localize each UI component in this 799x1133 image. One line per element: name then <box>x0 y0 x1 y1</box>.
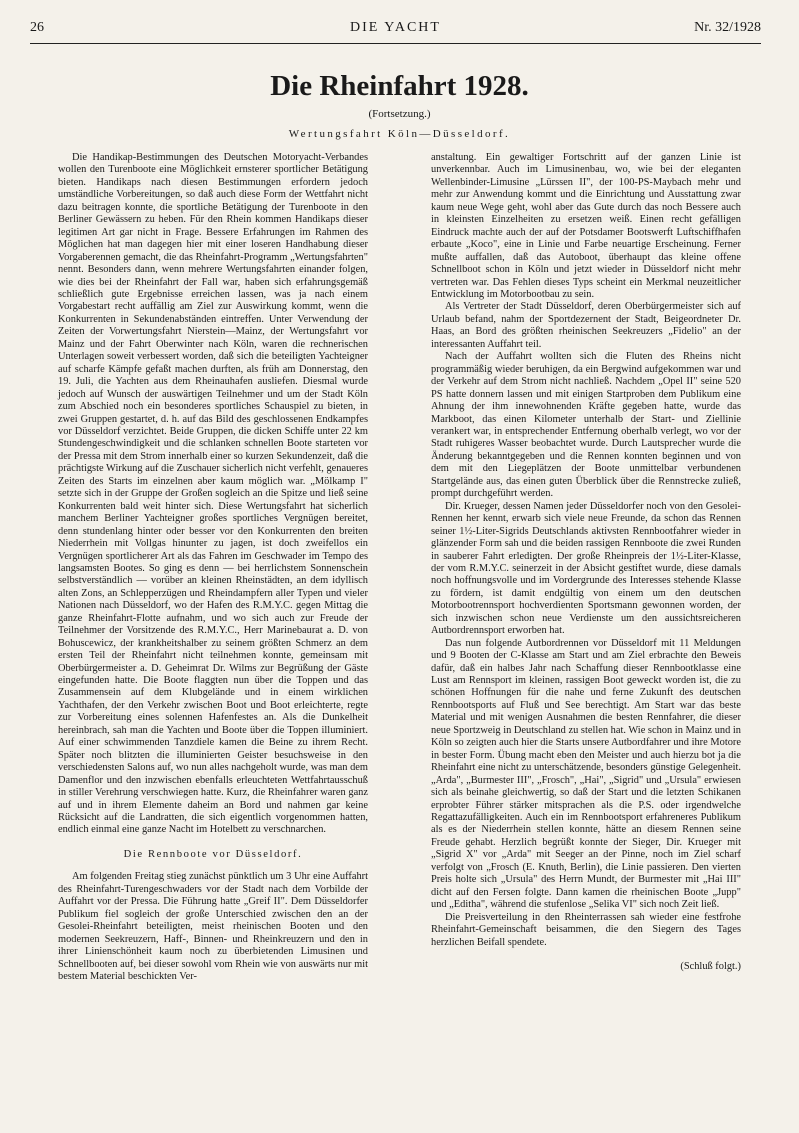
paragraph: Die Handikap-Bestimmungen des Deutschen Motoryacht-Verbandes wollen den Turenboote eine Möglichkeit ernsterer sportlicher Betätigung bieten. Handikaps nach diesen Bestimmungen erfordern jedoch umständliche Vorbereitungen, so daß auch diese Form der Wettfahrt nicht dazu beitragen konnte, die sportliche Betätigung der Turenboote in den Berliner Gewässern zu heben. Für den Rhein kommen Handikaps dieser legitimen Art gar nicht in Frage. Bessere Erfahrungen im Rahmen des Möglichen hat man dagegen hier mit einer loseren Handhabung dieser Vorgaberennen gemacht, die das Rheinfahrt-Programm „Wertungsfahrten" nennt. Besonders dann, wenn mehrere Wertungsfahrten einander folgen, wie dies bei der Rheinfahrt der Fall war, haben sich erfahrungsgemäß schließlich gute Ergebnisse erreichen lassen, was ja nach einem Vorgabestart recht auffällig am Ziel zur Auswirkung kommt, wenn die Konkurrenten in Sekundenabständen eintreffen. Unter Verwendung der Zeiten der Vorwertungsfahrt Nierstein—Mainz, der Wertungsfahrt vor Mainz und der Fahrt Oberwinter nach Köln, waren die rechnerischen Unterlagen soweit verbessert worden, daß sich die beteiligten Yachteigner auf scharfe Kämpfe gefaßt machen durften, als früh am Donnerstag, den 19. Juli, die Yachten aus dem Rheinauhafen ausliefen. Diesmal wurde jedoch auf Wunsch der auswärtigen Teilnehmer und um der Stadt Köln zum Abschied noch ein besonderes sportliches Schauspiel zu bieten, in zwei Gruppen gestartet, d. h. auf das Bild des geschlossenen Endkampfes vor Düsseldorf verzichtet. Beide Gruppen, die dicken Schiffe unter 22 km Stundengeschwindigkeit und die schlanken schnellen Boote starteten vor der Pressa mit dem Strom innerhalb einer so kurzen Sekundenzeit, daß die prächtigste Wirkung auf die Zuschauer sicherlich nicht verfehlt, genaueres Zeiten des Starts im einzelnen aber kaum möglich war. „Mölkamp I" setzte sich in der Gruppe der Großen sogleich an die Spitze und ließ seine Konkurrenten bald weit hinter sich. Diese Wertungsfahrt hat sicherlich manchem Berliner Yachteigner großes sportliches Vergnügen bereitet, denn stundenlang hinter oder besser vor den Konkurrenten den breiten Niederrhein mit Vollgas hinunter zu jagen, ist doch zweifellos ein Vergnügen sportlicherer Art als das Fahren im Geschwader im Tempo des langsamsten Bootes. So ging es denn — bei herrlichstem Sonnenschein selbstverständlich — vorüber an kleinen Rheinstädten, an dem idyllisch alten Zons, an Schlepperzügen und Rheindampfern aller Typen und vieler Nationen nach Düsseldorf, wo der Hafen des R.M.Y.C. gegen Mittag die ganze Rheinfahrt-Flotte aufnahm, und wo sich auch zur Freude der Teilnehmer der Vorsitzende des R.M.Y.C., Herr Marinebaurat a. D. von Bohuscewicz, der krankheitshalber zu seinem größten Schmerz an dem ersten Teil der Rheinfahrt nicht teilnehmen konnte, gemeinsam mit Oberbürgermeister a. D. Geheimrat Dr. Wilms zur Begrüßung der Gäste eingefunden hatte. Die Boote flaggten nun über die Toppen und das Zusammensein auf dem Klubgelände und in einem wirklichen Yachthafen, der den Verkehr zwischen Boot und Boot erleichterte, regte zur Vorbereitung eines solennen Hafenfestes an. Als die Dunkelheit hereinbrach, sah man die Yachten und Boote über die Toppen illuminiert. Auf einer schwimmenden Tanzdiele kamen die Beine zu ihrem Recht. Später noch blitzten die illuminierten Geister besuchsweise in den verschiedensten Salons auf, wo nun alles nachgeholt wurde, was man dem Damenflor und den inzwischen ebenfalls erleuchteten Wettfahrtausschuß in stiller Verehrung verschwiegen hatte. Kurz, die Rheinfahrer waren ganz auf und in ihrem Elemente daheim an Bord und nahmen gar keine Rücksicht auf die Landratten, die sich eigentlich vorgenommen hatten, endlich einmal eine ganze Nacht im Hotelbett zu verschnarchen. <box>58 152 368 836</box>
signoff: (Schluß folgt.) <box>680 961 741 972</box>
paragraph: Am folgenden Freitag stieg zunächst pünktlich um 3 Uhr eine Auffahrt des Rheinfahrt-Turengeschwaders vor der Stadt nach dem Vorbilde der Auffahrt vor der Pressa. Die Führung hatte „Greif II". Dem Düsseldorfer Publikum fiel sogleich der große Unterschied zwischen den an der Gesolei-Rheinfahrt beteiligten, meist rheinischen Booten und den modernen Seekreuzern, Haff-, Binnen- und Rheinkreuzern und den in ihrer Linienschönheit kaum noch zu überbietenden Limusinen und Schnellbooten auf, bei dieser sowohl vom Rhein wie von auswärts nur mit bestem Material beschickten Ver- <box>58 871 368 982</box>
header-rule <box>30 43 761 44</box>
journal-name: DIE YACHT <box>350 20 441 35</box>
article-subtitle: (Fortsetzung.) <box>368 108 431 120</box>
article-title: Die Rheinfahrt 1928. <box>270 70 529 102</box>
paragraph: Das nun folgende Autbordrennen vor Düsseldorf mit 11 Meldungen und 9 Booten der C-Klasse am Start und am Ziel erbrachte den Beweis dafür, daß ein halbes Jahr nach Schaffung dieser Rennbootklasse eine Lust am Rennsport im kleinen, rassigen Boot geweckt worden ist, die zu schönen Hoffnungen für die nahe und ferne Zukunft des deutschen Rennbootsports auf Fluß und See berechtigt. Am Start war das beste Material und mit wenigen Ausnahmen die besten Rennfahrer, die dieser neue Sportzweig in Deutschland zu stellen hat. Wie schon in Mainz und in Köln so zeigten auch hier die Starts unsere Autbordfahrer und ihre Motore in bester Form. Übung macht eben den Meister und auch hierzu bot ja die Rheinfahrt eine nicht zu unterschätzende, besonders günstige Gelegenheit. „Arda", „Burmester III", „Frosch", „Hai", „Sigrid" und „Ursula" erwiesen sich als beinahe gleichwertig, so daß der Start und die letzten Schikanen erprobter Führer stärker mitsprachen als die P.S. oder irgendwelche Regattazufälligkeiten. Auch ein im Rennbootsport erfahreneres Publikum als es der Niederrhein stellen konnte, hätte an diesem Rennen seine Freude gehabt. Herzlich begrüßt konnte der Sieger, Dir. Krueger mit „Sigrid X" vor „Arda" mit Seeger an der Pinne, noch im Ziel scharf verfolgt von „Frosch (E. Knuth, Berlin), die Linie passieren. Den vierten Preis holte sich „Ursula" des Herrn Mundt, der Burmester mit „Hai III" dicht auf den Fersen folgte. Dann kamen die rheinischen Boote „Jupp" und „Editha", während die stufenlose „Selika VI" sich noch Zeit ließ. <box>431 637 741 911</box>
section-heading-rennboote: Die Rennboote vor Düsseldorf. <box>123 848 303 860</box>
left-column <box>58 152 368 983</box>
paragraph: Nach der Auffahrt wollten sich die Fluten des Rheins nicht programmäßig wieder beruhigen, da ein Bergwind aufgekommen war und der Verkehr auf dem Strom nicht nachließ. Nachdem „Opel II" seine 520 PS hatte donnern lassen und mit einigen Startproben dem Publikum eine Ahnung der ihm innewohnenden Kräfte gegeben hatte, wurde das Markboot, das einen Kilometer unterhalb der Start- und Ziellinie verankert war, in entsprechender Entfernung oberhalb verlegt, wo vor der Stadt ruhigeres Wasser beobachtet wurde. Durch Lautsprecher wurde die Änderung bekanntgegeben und die Rennen konnten beginnen und von dem mit den Liegeplätzen der Boote unmittelbar verbundenen Startgelände aus, das einen guten Überblick über die Rennstrecke zuließ, prompt durchgeführt werden. <box>431 351 741 500</box>
paragraph: anstaltung. Ein gewaltiger Fortschritt auf der ganzen Linie ist unverkennbar. Auch im Limusinenbau, wo, wie bei der eleganten Wellenbinder-Limusine „Lürssen II", der 100-PS-Maybach mehr und mehr zur Anwendung kommt und die Einrichtung und Ausstattung zwar kaum neue Wege geht, wohl aber das Gute durch das noch Bessere auch in kleinsten Einzelheiten zu ersetzen weiß. Einen recht gefälligen Eindruck machte auch der auf der Potsdamer Bootswerft Luftschiffhafen erbaute „Koco", eine in Linie und Farbe neuartige Erscheinung. Ferner mußte auffallen, daß das Autoboot, überhaupt das kleine offene Schnellboot schon in Köln und jetzt wieder in Düsseldorf nicht mehr vertreten war. Das Fehlen dieses Typs scheint ein Merkmal neuzeitlicher Entwicklung im Motorbootbau zu sein. <box>431 152 741 300</box>
paragraph: Dir. Krueger, dessen Namen jeder Düsseldorfer noch von den Gesolei-Rennen her kennt, erwarb sich viele neue Freunde, da schon das Rennen seiner 1½-Liter-Sigrids Deutschlands aktivsten Rennbootfahrer wieder in glänzender Form sah und die beiden rassigen Rennboote die zwei Runden in sauberer Fahrt erledigten. Der große Rheinpreis der 1½-Liter-Klasse, der vom R.M.Y.C. seinerzeit in der Absicht gestiftet wurde, diese damals noch hoffnungsvolle und im Vordergrunde des Interesses stehende Klasse zu fördern, ist damit endgültig von einem um den deutschen Motorbootrennsport hochverdienten Sportsmann gewonnen worden, der sich inzwischen schon neue Verdienste um den aussichtsreicheren Autbordrennsport erworben hat. <box>431 500 741 637</box>
issue-number: Nr. 32/1928 <box>694 20 761 35</box>
right-column <box>431 152 741 973</box>
paragraph: Die Preisverteilung in den Rheinterrassen sah wieder eine festfrohe Rheinfahrt-Gemeinschaft beisammen, die den Siegern des Tages herzlichen Beifall spendete. <box>431 911 741 948</box>
running-head <box>30 20 761 40</box>
page-number: 26 <box>30 20 44 35</box>
paragraph: Als Vertreter der Stadt Düsseldorf, deren Oberbürgermeister sich auf Urlaub befand, nahm der Sportdezernent der Stadt, Beigeordneter Dr. Haas, an Bord des größten rheinischen Seekreuzers „Fidelio" an der interessanten Auffahrt teil. <box>431 301 741 350</box>
section-heading-wertungsfahrt: Wertungsfahrt Köln—Düsseldorf. <box>288 128 511 140</box>
